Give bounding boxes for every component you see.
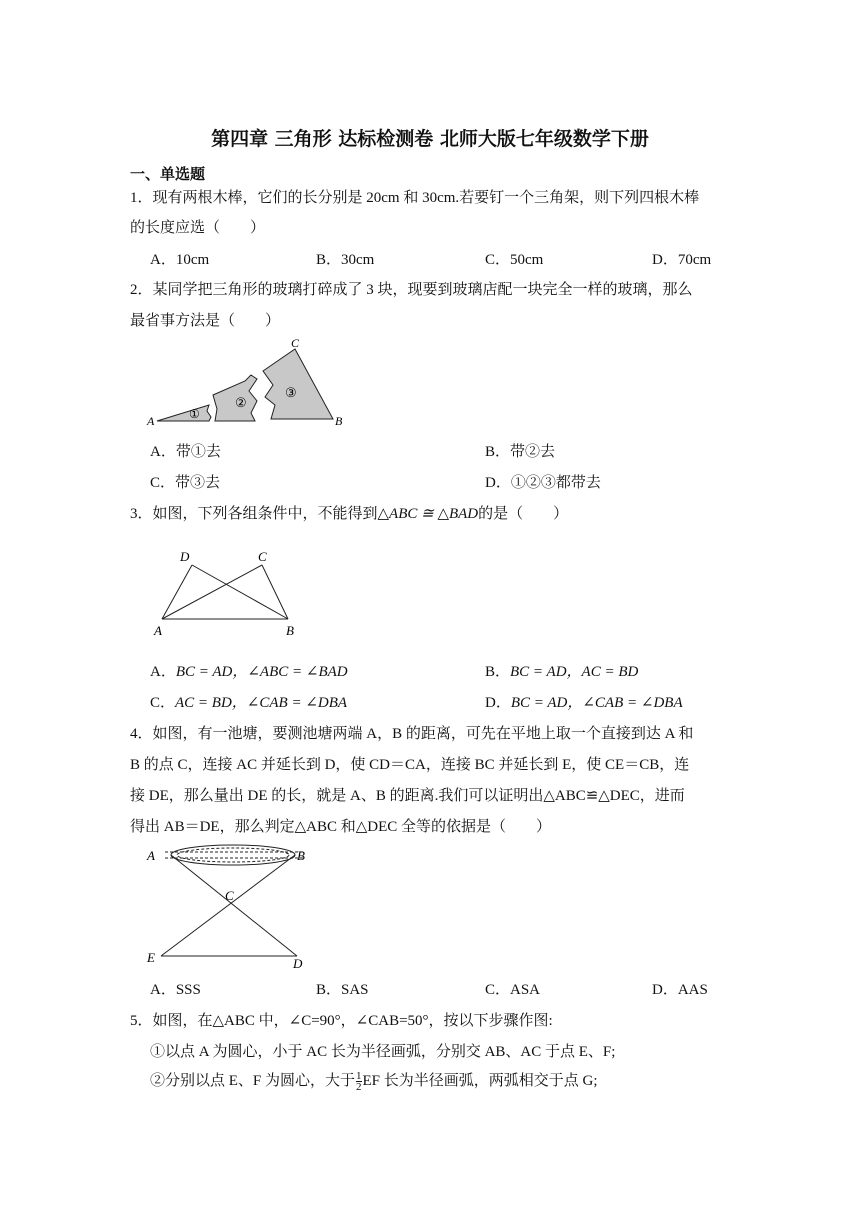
q2-option-b[interactable]: B．带②去 — [485, 444, 556, 460]
q2-label-c: C — [291, 336, 300, 350]
q4-option-d[interactable]: D．AAS — [652, 982, 708, 998]
glass-piece-3 — [263, 349, 333, 419]
q2-label-2: ② — [235, 395, 247, 410]
q3-label-a: A — [154, 623, 162, 638]
q3-option-d-math: BC = AD，∠CAB = ∠DBA — [510, 695, 683, 711]
q4-option-b[interactable]: B．SAS — [316, 982, 369, 998]
q4-pond-figure — [145, 842, 320, 972]
q2-option-a[interactable]: A．带①去 — [150, 444, 221, 460]
q3-option-b-letter: B． — [485, 664, 511, 680]
q4-label-b: B — [297, 848, 305, 863]
q4-label-e: E — [147, 950, 155, 965]
q4-label-c: C — [225, 888, 234, 903]
q4-label-a: A — [147, 848, 155, 863]
q3-triangles-figure — [150, 545, 310, 640]
q3-option-d[interactable] — [485, 691, 683, 712]
q3-option-c[interactable] — [150, 691, 347, 712]
q3-option-b-math: BC = AD，AC = BD — [510, 664, 639, 680]
q4-option-c[interactable]: C．ASA — [485, 982, 541, 998]
glass-piece-1 — [157, 405, 211, 421]
q5-fraction — [356, 1071, 362, 1092]
q4-option-a[interactable]: A．SSS — [150, 982, 201, 998]
q2-label-b: B — [335, 414, 343, 428]
q5-step1: ①以点 A 为圆心，小于 AC 长为半径画弧，分别交 AB、AC 于点 E、F; — [150, 1044, 616, 1060]
q3-label-b: B — [286, 623, 294, 638]
q5-line1: 5．如图，在△ABC 中，∠C=90°，∠CAB=50°，按以下步骤作图: — [130, 1013, 553, 1029]
q3-option-b[interactable] — [485, 660, 638, 681]
q4-line2: B 的点 C，连接 AC 并延长到 D，使 CD＝CA，连接 BC 并延长到 E，使 CE＝CB，连 — [130, 757, 690, 773]
q2-label-3: ③ — [285, 385, 297, 400]
q2-broken-glass-figure — [145, 335, 355, 430]
q2-label-a: A — [147, 414, 155, 428]
section-heading: 一、单选题 — [130, 165, 206, 183]
q3-label-c: C — [258, 549, 267, 564]
q3-option-d-letter: D． — [485, 695, 511, 711]
page-title: 第四章 三角形 达标检测卷 北师大版七年级数学下册 — [211, 128, 649, 150]
q5-step2 — [150, 1069, 598, 1092]
q2-line2: 最省事方法是（ ） — [130, 313, 281, 329]
q3-option-a-letter: A． — [150, 664, 176, 680]
q1-line2: 的长度应选（ ） — [130, 220, 266, 236]
q3-label-d: D — [180, 549, 190, 564]
q1-option-c[interactable]: C．50cm — [485, 252, 544, 268]
q4-label-d: D — [293, 956, 303, 971]
q3-option-c-letter: C． — [150, 695, 176, 711]
q4-line3: 接 DE，那么量出 DE 的长，就是 A、B 的距离.我们可以证明出△ABC≌△DEC，进而 — [130, 788, 685, 804]
q2-option-d[interactable]: D．①②③都带去 — [485, 475, 601, 491]
fraction-numerator: 1 — [356, 1070, 362, 1083]
q2-label-1: ① — [189, 407, 200, 421]
fraction-denominator: 2 — [356, 1081, 362, 1094]
q3-suffix: 的是（ ） — [478, 506, 569, 522]
q1-option-b[interactable]: B．30cm — [316, 252, 375, 268]
q3-option-c-math: AC = BD，∠CAB = ∠DBA — [175, 695, 348, 711]
q1-option-d[interactable]: D．70cm — [652, 252, 712, 268]
q3-line1 — [130, 502, 568, 523]
q5-step2-suffix: EF 长为半径画弧，两弧相交于点 G; — [362, 1073, 598, 1089]
q4-line4: 得出 AB＝DE，那么判定△ABC 和△DEC 全等的依据是（ ） — [130, 819, 551, 835]
q2-line1: 2．某同学把三角形的玻璃打碎成了 3 块，现要到玻璃店配一块完全一样的玻璃，那么 — [130, 282, 693, 298]
q3-option-a-math: BC = AD，∠ABC = ∠BAD — [175, 664, 348, 680]
q3-prefix: 3．如图，下列各组条件中，不能得到 — [130, 506, 378, 522]
q4-line1: 4．如图，有一池塘，要测池塘两端 A，B 的距离，可先在平地上取一个直接到达 A 和 — [130, 726, 694, 742]
q1-option-a[interactable]: A．10cm — [150, 252, 210, 268]
q3-math: △ABC ≅ △BAD — [377, 506, 479, 522]
q1-line1: 1．现有两根木棒，它们的长分别是 20cm 和 30cm.若要钉一个三角架，则下列四根木棒 — [130, 190, 700, 206]
q5-step2-prefix: ②分别以点 E、F 为圆心，大于 — [150, 1073, 356, 1089]
q2-option-c[interactable]: C．带③去 — [150, 475, 221, 491]
q3-option-a[interactable] — [150, 660, 348, 681]
